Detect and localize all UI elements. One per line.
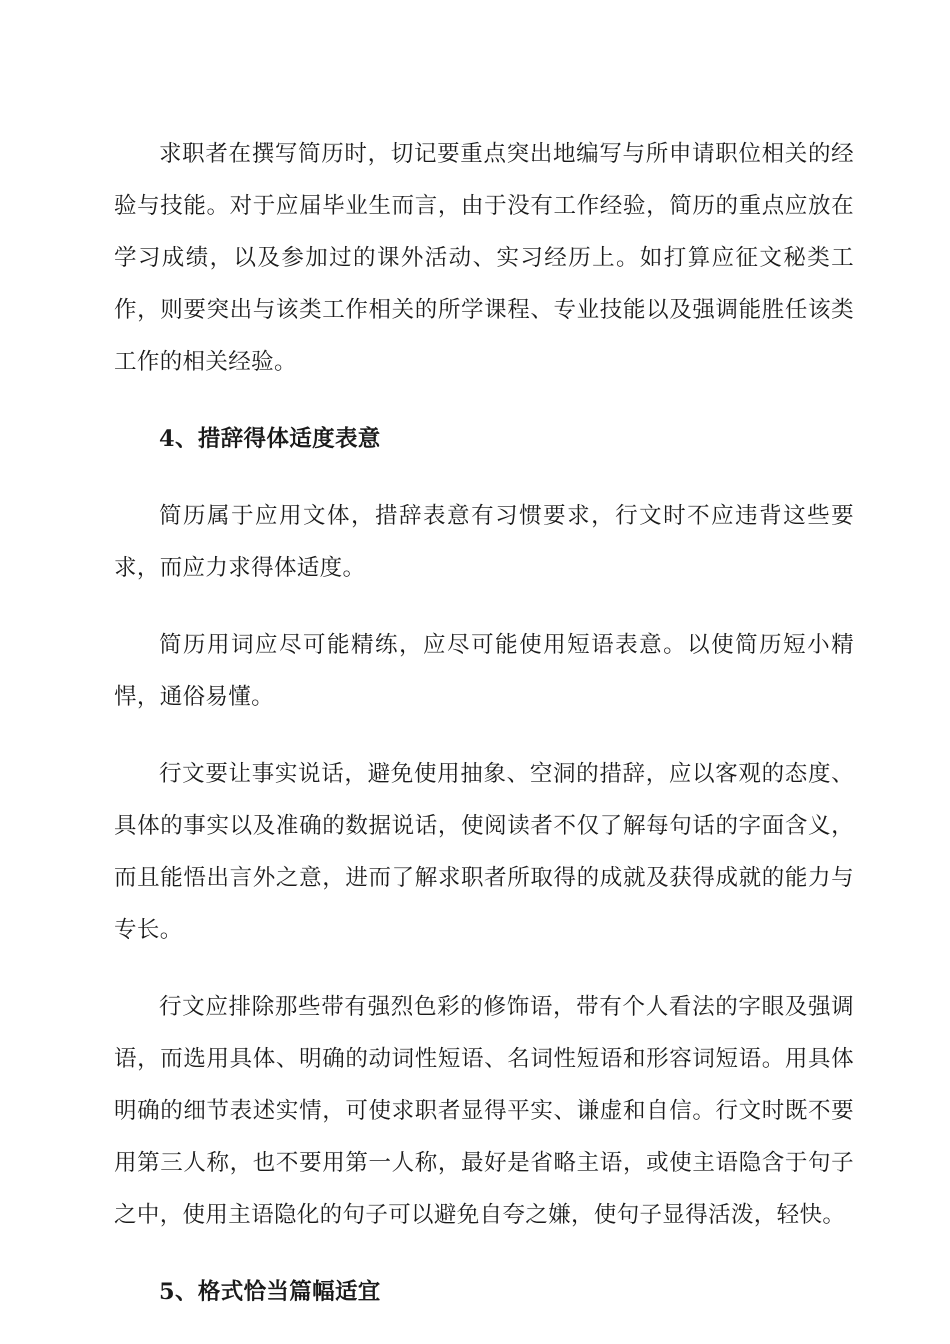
paragraph-avoid-modifiers: 行文应排除那些带有强烈色彩的修饰语，带有个人看法的字眼及强调语，而选用具体、明确的动词性短语、名词性短语和形容词短语。用具体明确的细节表述实情，可使求职者显得平实、谦虚和自信。行文时既不要用第三人称，也不要用第一人称，最好是省略主语，或使主语隐含于句子之中，使用主语隐化的句子可以避免自夸之嫌，使句子显得活泼，轻快。 [114, 994, 854, 1228]
section-heading-4: 4、措辞得体适度表意 [159, 426, 381, 452]
paragraph-facts-speak: 行文要让事实说话，避免使用抽象、空洞的措辞，应以客观的态度、具体的事实以及准确的数据说话，使阅读者不仅了解每句话的字面含义，而且能悟出言外之意，进而了解求职者所取得的成就及获得成就的能力与专长。 [114, 761, 854, 943]
paragraph-wording-appropriate: 简历属于应用文体，措辞表意有习惯要求，行文时不应违背这些要求，而应力求得体适度。 [114, 503, 854, 581]
document-body [114, 128, 854, 1343]
paragraph-concise-wording: 简历用词应尽可能精练，应尽可能使用短语表意。以使简历短小精悍，通俗易懂。 [114, 632, 854, 710]
paragraph-relevant-experience: 求职者在撰写简历时，切记要重点突出地编写与所申请职位相关的经验与技能。对于应届毕业生而言，由于没有工作经验，简历的重点应放在学习成绩，以及参加过的课外活动、实习经历上。如打算应征文秘类工作，则要突出与该类工作相关的所学课程、专业技能以及强调能胜任该类工作的相关经验。 [114, 141, 854, 375]
section-heading-5: 5、格式恰当篇幅适宜 [159, 1279, 381, 1305]
